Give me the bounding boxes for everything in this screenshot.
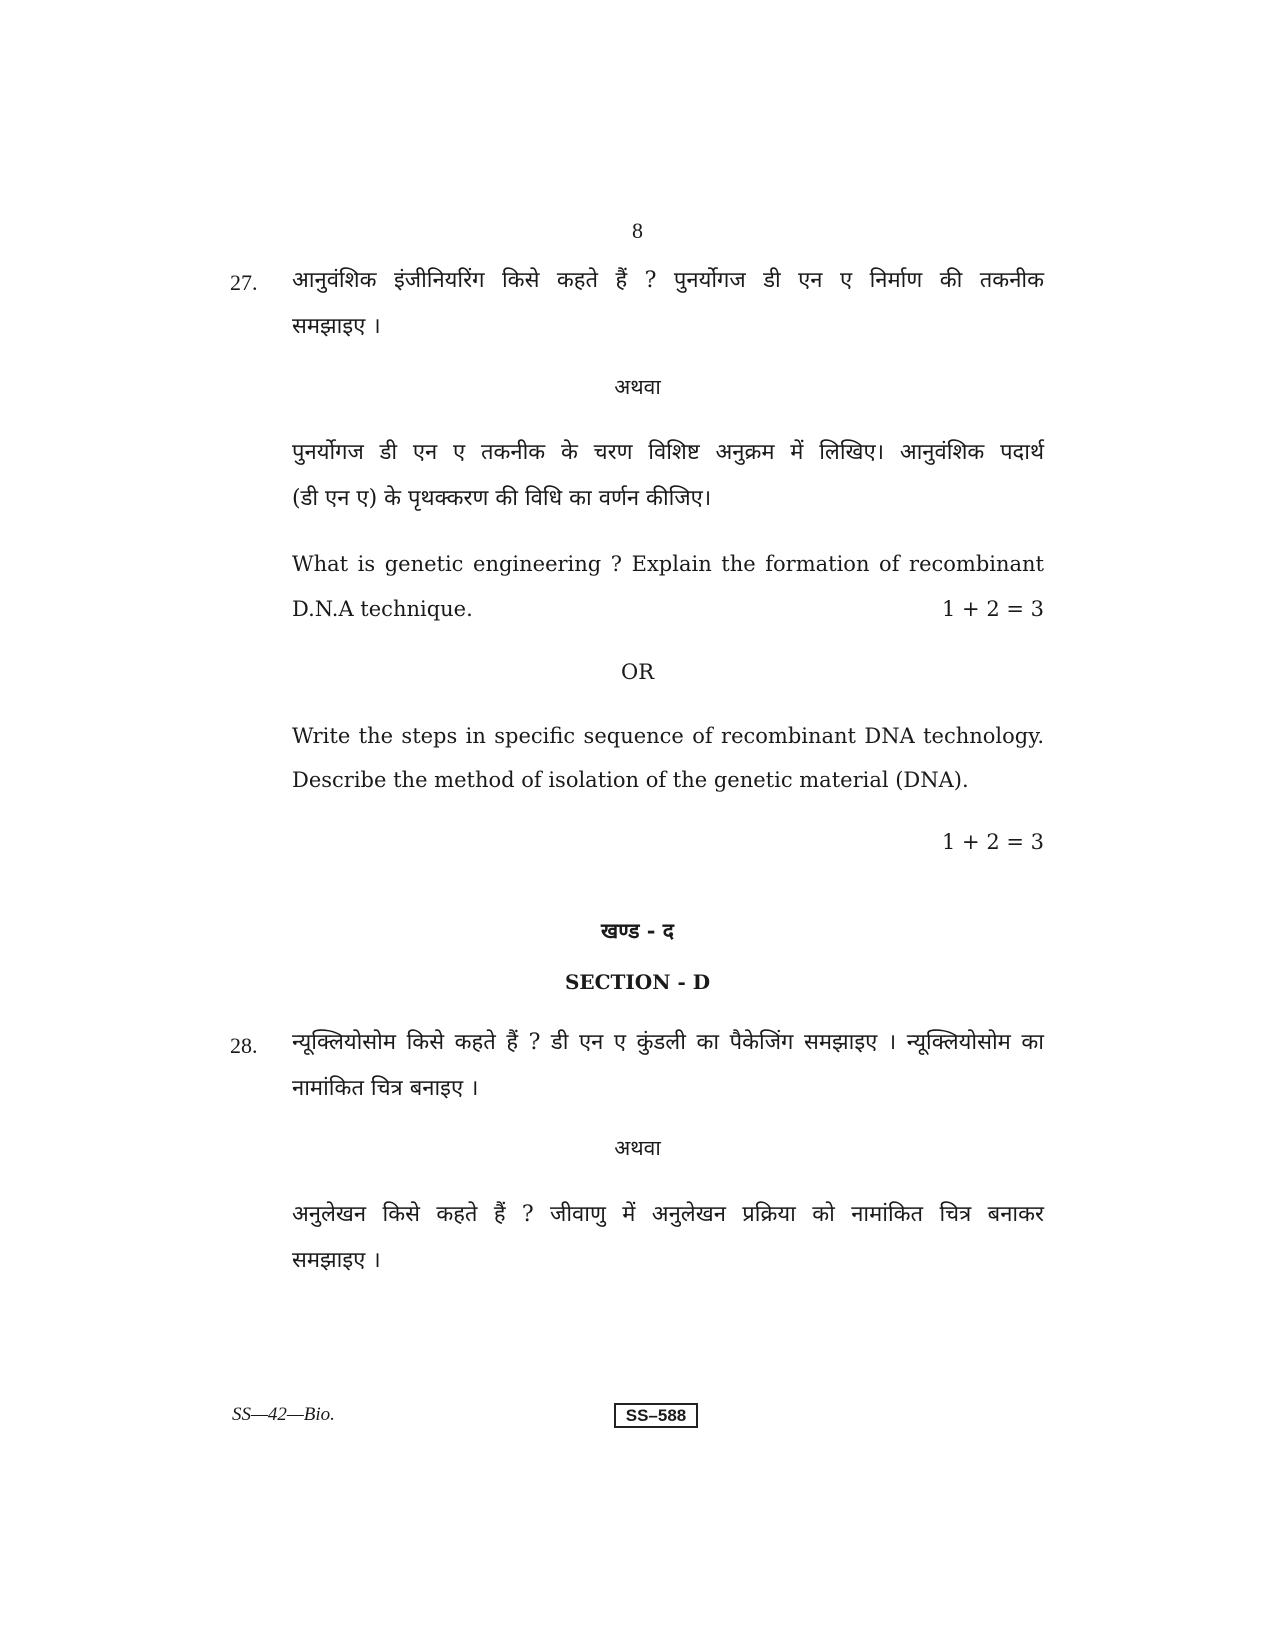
footer-paper-code: SS—42—Bio. xyxy=(232,1404,335,1425)
question-27-english-line-2: D.N.A technique. xyxy=(292,597,473,621)
question-28-alt-hindi-line-1: अनुलेखन किसे कहते हैं ? जीवाणु में अनुलेखन प्रक्रिया को नामांकित चित्र बनाकर xyxy=(292,1202,1044,1227)
section-english-title: SECTION - D xyxy=(564,970,711,994)
question-28-hindi-line-1: न्यूक्लियोसोम किसे कहते हैं ? डी एन ए कुंडली का पैकेजिंग समझाइए । न्यूक्लियोसोम का xyxy=(292,1030,1044,1055)
question-27-english-line-1: What is genetic engineering ? Explain the formation of recombinant xyxy=(292,552,1044,576)
question-28-alt-hindi-line-2: समझाइए । xyxy=(292,1248,381,1273)
footer-series-code: SS–588 xyxy=(614,1403,698,1428)
or-hindi-28: अथवा xyxy=(614,1136,661,1160)
question-27-alt-hindi-line-2: (डी एन ए) के पृथक्करण की विधि का वर्णन कीजिए। xyxy=(292,486,712,511)
section-hindi-title: खण्ड - द xyxy=(601,918,674,943)
question-28-hindi-line-2: नामांकित चित्र बनाइए । xyxy=(292,1076,479,1101)
or-english-27: OR xyxy=(620,660,655,684)
page-number: 8 xyxy=(632,218,643,243)
question-27-hindi-line-1: आनुवंशिक इंजीनियरिंग किसे कहते हैं ? पुनर्योगज डी एन ए निर्माण की तकनीक xyxy=(292,268,1044,293)
question-28-number: 28. xyxy=(230,1033,258,1058)
question-27-number: 27. xyxy=(230,270,258,295)
question-27-hindi-line-2: समझाइए । xyxy=(292,314,381,339)
question-27-alt-hindi-line-1: पुनर्योगज डी एन ए तकनीक के चरण विशिष्ट अनुक्रम में लिखिए। आनुवंशिक पदार्थ xyxy=(292,440,1044,465)
question-27-alt-marks: 1 + 2 = 3 xyxy=(942,830,1044,854)
question-27-alt-english-line-2: Describe the method of isolation of the genetic material (DNA). xyxy=(292,768,969,792)
question-27-marks: 1 + 2 = 3 xyxy=(942,597,1044,621)
question-27-alt-english-line-1: Write the steps in specific sequence of recombinant DNA technology. xyxy=(292,724,1044,748)
or-hindi-27: अथवा xyxy=(614,375,661,399)
